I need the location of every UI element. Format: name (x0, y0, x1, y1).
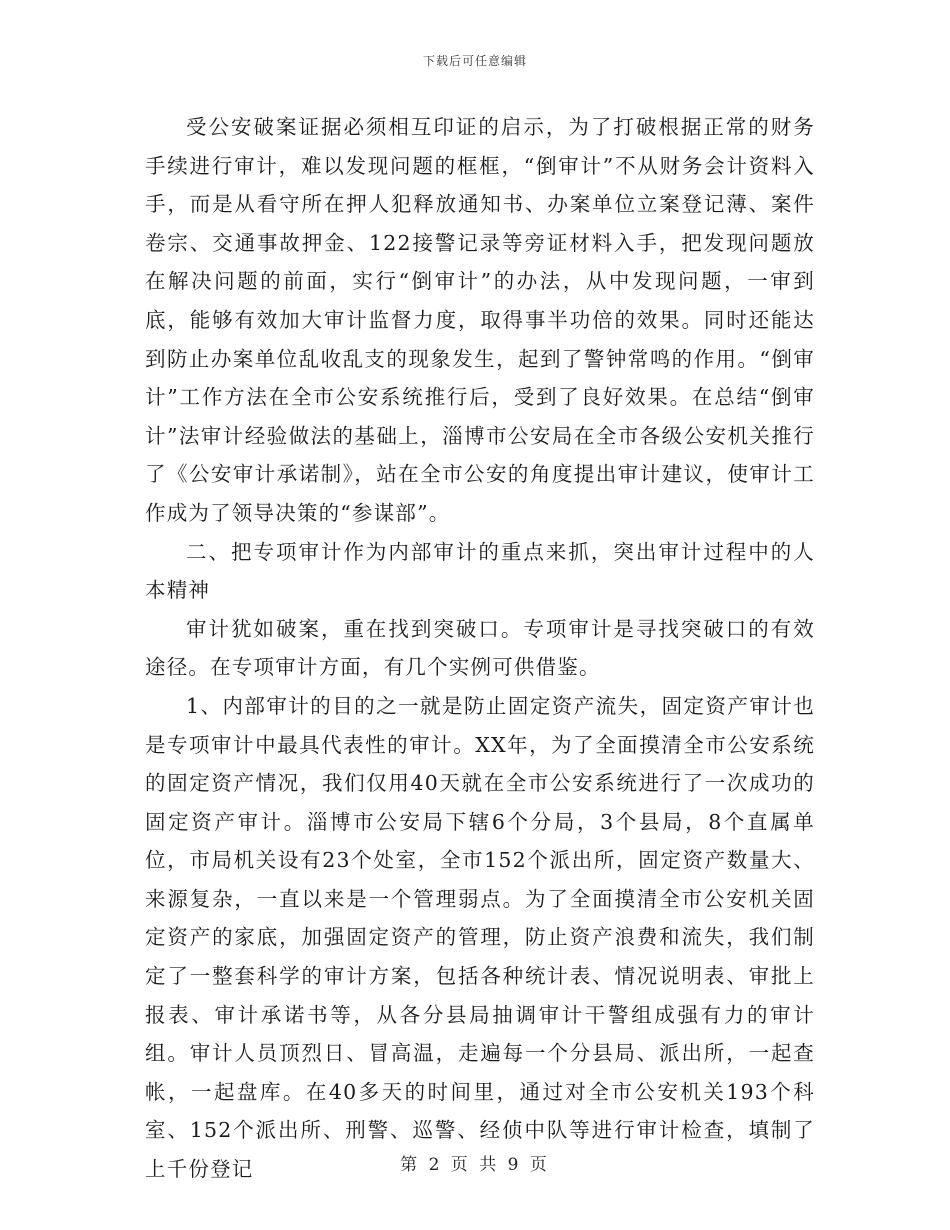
page-number: 第 2 页 共 9 页 (400, 1155, 550, 1175)
document-body (145, 108, 815, 1189)
paragraph-fixed-asset-audit: 1、内部审计的目的之一就是防止固定资产流失，固定资产审计也是专项审计中最具代表性的审计。XX年，为了全面摸清全市公安系统的固定资产情况，我们仅用40天就在全市公安系统进行了一次成功的固定资产审计。淄博市公安局下辖6个分局，3个县局，8个直属单位，市局机关设有23个处室，全市152个派出所，固定资产数量大、来源复杂，一直以来是一个管理弱点。为了全面摸清全市公安机关固定资产的家底，加强固定资产的管理，防止资产浪费和流失，我们制定了一整套科学的审计方案，包括各种统计表、情况说明表、审批上报表、审计承诺书等，从各分县局抽调审计干警组成强有力的审计组。审计人员顶烈日、冒高温，走遍每一个分县局、派出所，一起查帐，一起盘库。在40多天的时间里，通过对全市公安机关193个科室、152个派出所、刑警、巡警、经侦中队等进行审计检查，填制了上千份登记 (145, 693, 815, 1182)
page-header: 下载后可任意编辑 (422, 54, 527, 68)
paragraph-reverse-audit: 受公安破案证据必须相互印证的启示，为了打破根据正常的财务手续进行审计，难以发现问题的框框，“倒审计”不从财务会计资料入手，而是从看守所在押人犯释放通知书、办案单位立案登记薄、案件卷宗、交通事故押金、122接警记录等旁证材料入手，把发现问题放在解决问题的前面，实行“倒审计”的办法，从中发现问题，一审到底，能够有效加大审计监督力度，取得事半功倍的效果。同时还能达到防止办案单位乱收乱支的现象发生，起到了警钟常鸣的作用。“倒审计”工作方法在全市公安系统推行后，受到了良好效果。在总结“倒审计”法审计经验做法的基础上，淄博市公安局在全市各级公安机关推行了《公安审计承诺制》，站在全市公安的角度提出审计建议，使审计工作成为了领导决策的“参谋部”。 (145, 115, 815, 525)
paragraph-breakthrough: 审计犹如破案，重在找到突破口。专项审计是寻找突破口的有效途径。在专项审计方面，有几个实例可供借鉴。 (145, 616, 815, 680)
section-heading-special-audit: 二、把专项审计作为内部审计的重点来抓，突出审计过程中的人本精神 (145, 539, 815, 603)
